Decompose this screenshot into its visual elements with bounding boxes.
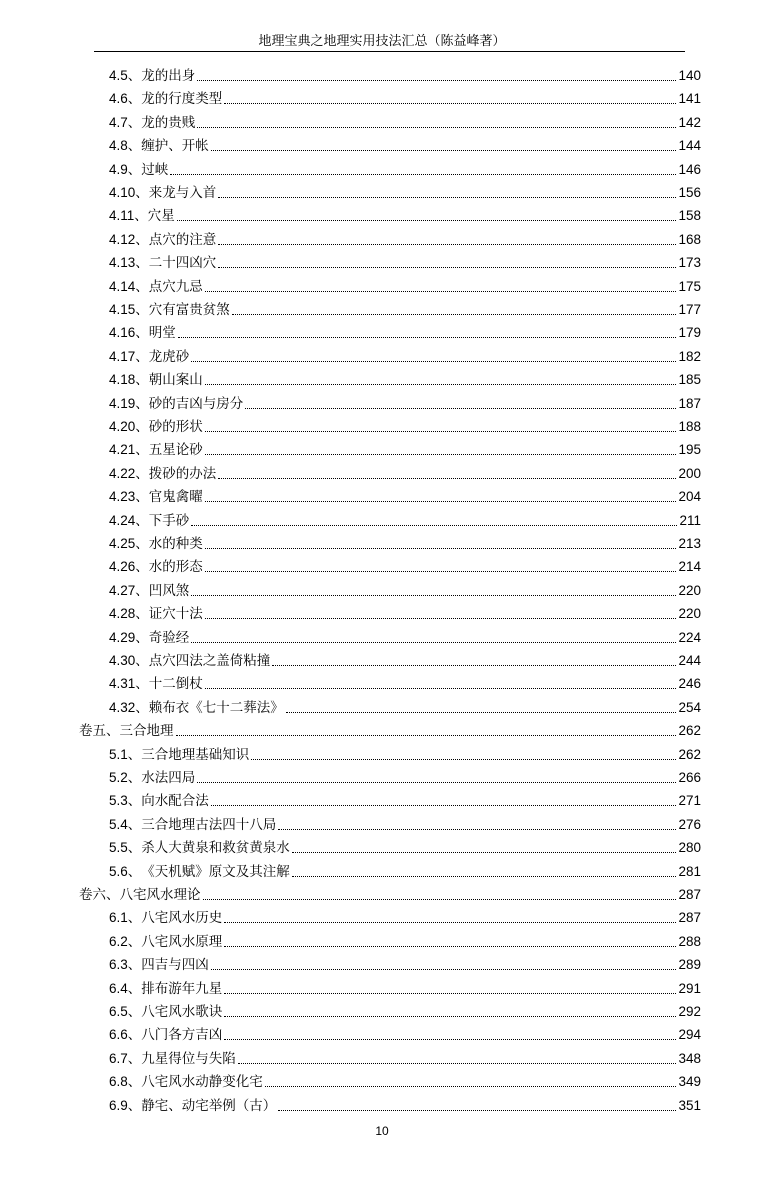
- toc-entry[interactable]: [109, 530, 701, 553]
- toc-entry-title: 过峡: [141, 161, 169, 178]
- toc-entry-number: 4.6、: [109, 91, 142, 107]
- dot-leader: [272, 665, 676, 666]
- toc-entry-page: 211: [679, 512, 701, 528]
- dot-leader: [205, 291, 677, 292]
- dot-leader: [178, 337, 677, 338]
- toc-entry-page: 168: [678, 231, 701, 247]
- dot-leader: [176, 735, 677, 736]
- toc-entry-page: 349: [678, 1074, 701, 1090]
- toc-entry-title: 八门各方吉凶: [141, 1027, 223, 1044]
- dot-leader: [218, 244, 676, 245]
- toc-entry-page: 195: [678, 442, 701, 458]
- toc-entry-number: 5.3、: [109, 793, 142, 809]
- dot-leader: [205, 501, 677, 502]
- dot-leader: [218, 478, 676, 479]
- dot-leader: [218, 267, 676, 268]
- dot-leader: [205, 571, 677, 572]
- toc-entry-number: 4.13、: [109, 255, 149, 271]
- toc-entry-page: 294: [678, 1027, 701, 1043]
- toc-entry-number: 4.26、: [109, 559, 149, 575]
- toc-entry-number: 6.9、: [109, 1097, 142, 1113]
- toc-entry[interactable]: [109, 179, 701, 202]
- toc-entry-page: 254: [678, 699, 701, 715]
- dot-leader: [245, 408, 676, 409]
- toc-entry-title: 砂的形状: [148, 419, 203, 435]
- toc-entry[interactable]: [109, 319, 701, 342]
- toc-entry[interactable]: [109, 483, 701, 506]
- toc-entry-number: 5.4、: [109, 816, 142, 832]
- toc-entry[interactable]: [109, 1021, 701, 1044]
- toc-entry-title: 九星得位与失陷: [141, 1050, 236, 1067]
- toc-entry-number: 5.1、: [109, 746, 142, 762]
- toc-entry-title: 四吉与四凶: [141, 957, 209, 974]
- dot-leader: [191, 595, 676, 596]
- toc-entry-number: 6.8、: [109, 1074, 142, 1090]
- header-rule: [94, 51, 685, 52]
- toc-entry-page: 158: [678, 208, 701, 224]
- toc-entry-page: 224: [678, 629, 701, 645]
- toc-entry-number: 4.20、: [109, 419, 149, 434]
- toc-entry-page: 351: [678, 1097, 701, 1113]
- toc-entry-number: 6.6、: [109, 1027, 142, 1043]
- dot-leader: [292, 876, 677, 877]
- dot-leader: [238, 1063, 677, 1064]
- dot-leader: [191, 525, 677, 526]
- toc-entry-page: 287: [678, 910, 701, 926]
- toc-entry-title: 静宅、动宅举例（古）: [141, 1097, 277, 1114]
- toc-entry-page: 175: [678, 278, 701, 294]
- toc-entry-page: 141: [678, 91, 701, 107]
- toc-entry-title: 砂的吉凶与房分: [148, 395, 244, 412]
- toc-entry-page: 292: [678, 1004, 701, 1019]
- dot-leader: [224, 1039, 676, 1040]
- dot-leader: [197, 782, 676, 783]
- toc-entry[interactable]: [109, 507, 701, 530]
- toc-entry-title: 点穴九忌: [148, 278, 203, 295]
- toc-entry-title: 排布游年九星: [141, 980, 223, 997]
- dot-leader: [265, 1086, 677, 1087]
- toc-entry-title: 向水配合法: [141, 793, 209, 810]
- dot-leader: [224, 1016, 676, 1017]
- toc-entry[interactable]: [109, 553, 701, 576]
- dot-leader: [224, 922, 676, 923]
- toc-entry-title: 《天机赋》原文及其注解: [141, 863, 290, 880]
- toc-entry[interactable]: [109, 694, 701, 717]
- toc-entry-number: 4.18、: [109, 372, 149, 388]
- dot-leader: [177, 220, 677, 221]
- toc-entry-page: 262: [678, 746, 701, 762]
- toc-entry-page: 187: [678, 395, 701, 411]
- toc-entry-title: 点穴的注意: [148, 231, 217, 248]
- dot-leader: [224, 993, 676, 994]
- dot-leader: [232, 314, 677, 315]
- toc-entry-page: 182: [678, 348, 701, 364]
- toc-entry-title: 水法四局: [141, 770, 196, 786]
- dot-leader: [286, 712, 677, 713]
- toc-entry-number: 4.7、: [109, 114, 142, 130]
- toc-entry[interactable]: [109, 600, 701, 623]
- toc-entry-title: 十二倒杖: [148, 676, 203, 693]
- toc-entry[interactable]: [109, 647, 701, 670]
- toc-entry-number: 6.2、: [109, 933, 142, 949]
- toc-entry[interactable]: [109, 343, 701, 366]
- toc-entry-title: 凹风煞: [148, 582, 190, 599]
- toc-entry-page: 188: [678, 419, 701, 434]
- toc-entry-number: 4.27、: [109, 582, 149, 598]
- toc-entry[interactable]: [109, 764, 701, 787]
- toc-entry-page: 179: [678, 325, 701, 341]
- dot-leader: [197, 80, 676, 81]
- toc-entry[interactable]: [109, 1068, 701, 1091]
- toc-entry[interactable]: [109, 460, 701, 483]
- toc-entry-page: 287: [678, 887, 701, 902]
- toc-entry[interactable]: [109, 1045, 701, 1068]
- toc-entry-number: 4.29、: [109, 629, 149, 645]
- toc-entry-page: 142: [678, 114, 701, 130]
- toc-entry[interactable]: [109, 577, 701, 600]
- toc-entry-title: 卷五、三合地理: [79, 723, 174, 740]
- toc-entry-number: 6.5、: [109, 1004, 142, 1019]
- toc-entry-title: 穴有富贵贫煞: [148, 302, 230, 318]
- toc-entry-number: 4.19、: [109, 395, 149, 411]
- toc-entry-number: 6.1、: [109, 910, 142, 926]
- toc-entry-page: 185: [678, 372, 701, 388]
- toc-entry-number: 4.8、: [109, 138, 142, 154]
- toc-entry-title: 龙的出身: [141, 68, 196, 84]
- toc-chapter-entry[interactable]: [79, 717, 701, 740]
- dot-leader: [205, 688, 677, 689]
- toc-entry-title: 证穴十法: [148, 606, 203, 623]
- toc-entry[interactable]: [109, 670, 701, 693]
- dot-leader: [251, 759, 676, 760]
- toc-entry-title: 八宅风水历史: [141, 910, 223, 927]
- toc-entry[interactable]: [109, 811, 701, 834]
- toc-entry[interactable]: [109, 390, 701, 413]
- toc-entry-number: 4.28、: [109, 606, 149, 622]
- toc-entry-page: 291: [678, 980, 701, 996]
- toc-entry-number: 6.4、: [109, 980, 142, 996]
- toc-entry[interactable]: [109, 366, 701, 389]
- toc-entry-page: 214: [678, 559, 701, 575]
- toc-entry-title: 来龙与入首: [148, 185, 217, 201]
- toc-entry-title: 官鬼禽曜: [148, 489, 203, 506]
- toc-entry-page: 200: [678, 465, 701, 481]
- toc-entry[interactable]: [109, 226, 701, 249]
- toc-entry-page: 348: [678, 1050, 701, 1066]
- toc-entry-page: 244: [678, 653, 701, 668]
- toc-entry-number: 4.17、: [109, 348, 149, 364]
- dot-leader: [170, 174, 676, 175]
- toc-entry-title: 五星论砂: [148, 442, 203, 459]
- toc-entry-number: 4.21、: [109, 442, 149, 458]
- toc-entry[interactable]: [109, 202, 701, 225]
- toc-entry-page: 220: [678, 582, 701, 598]
- toc-entry-title: 八宅风水动静变化宅: [141, 1074, 263, 1091]
- toc-entry-page: 262: [678, 723, 701, 739]
- toc-entry[interactable]: [109, 834, 701, 857]
- toc-entry-number: 6.7、: [109, 1050, 142, 1066]
- toc-entry-title: 八宅风水原理: [141, 933, 223, 950]
- toc-entry-title: 龙的贵贱: [141, 114, 196, 131]
- toc-entry-title: 穴星: [147, 208, 175, 225]
- toc-entry-page: 140: [678, 68, 701, 83]
- toc-entry[interactable]: [109, 975, 701, 998]
- toc-entry-number: 5.2、: [109, 770, 142, 785]
- toc-entry-number: 4.25、: [109, 536, 149, 551]
- toc-entry-page: 144: [678, 138, 701, 154]
- toc-entry-page: 146: [678, 161, 701, 177]
- toc-entry-number: 4.32、: [109, 699, 149, 715]
- dot-leader: [205, 454, 677, 455]
- toc-entry-title: 点穴四法之盖倚粘撞: [148, 653, 271, 669]
- dot-leader: [211, 969, 677, 970]
- toc-entry-title: 卷六、八宅风水理论: [79, 887, 201, 903]
- toc-entry-title: 明堂: [148, 325, 176, 342]
- toc-entry-number: 4.24、: [109, 512, 149, 528]
- toc-entry-title: 水的形态: [148, 559, 203, 576]
- toc-entry[interactable]: [109, 109, 701, 132]
- toc-entry-page: 220: [678, 606, 701, 622]
- toc-entry[interactable]: [109, 1092, 701, 1115]
- toc-entry-title: 水的种类: [148, 536, 203, 552]
- toc-entry-title: 龙虎砂: [148, 348, 190, 365]
- toc-entry-title: 三合地理古法四十八局: [141, 816, 277, 833]
- toc-entry-number: 4.10、: [109, 185, 149, 200]
- toc-entry-page: 204: [678, 489, 701, 505]
- dot-leader: [191, 642, 676, 643]
- toc-entry-title: 缠护、开帐: [141, 138, 209, 155]
- toc-entry-number: 4.30、: [109, 653, 149, 668]
- toc-entry-title: 三合地理基础知识: [141, 746, 250, 763]
- toc-entry[interactable]: [109, 928, 701, 951]
- running-header: 地理宝典之地理实用技法汇总（陈益峰著）: [258, 34, 506, 49]
- toc-entry[interactable]: [109, 296, 701, 319]
- toc-entry[interactable]: [109, 85, 701, 108]
- dot-leader: [211, 805, 677, 806]
- toc-entry[interactable]: [109, 156, 701, 179]
- dot-leader: [224, 946, 676, 947]
- dot-leader: [205, 618, 677, 619]
- toc-entry-page: 213: [678, 536, 701, 551]
- toc-entry[interactable]: [109, 436, 701, 459]
- dot-leader: [224, 103, 676, 104]
- dot-leader: [197, 127, 676, 128]
- toc-entry-page: 281: [678, 863, 701, 879]
- toc-entry[interactable]: [109, 273, 701, 296]
- dot-leader: [205, 548, 677, 549]
- toc-entry-number: 4.15、: [109, 302, 149, 317]
- toc-entry-title: 赖布衣《七十二葬法》: [148, 699, 284, 716]
- toc-chapter-entry[interactable]: [79, 881, 701, 904]
- toc-entry[interactable]: [109, 741, 701, 764]
- toc-entry-number: 4.9、: [109, 161, 142, 177]
- toc-entry-title: 朝山案山: [148, 372, 203, 389]
- toc-entry-page: 288: [678, 933, 701, 949]
- toc-entry[interactable]: [109, 787, 701, 810]
- dot-leader: [203, 899, 677, 900]
- toc-entry-title: 下手砂: [148, 512, 190, 529]
- dot-leader: [292, 852, 677, 853]
- toc-entry-page: 177: [678, 302, 701, 317]
- toc-entry-number: 4.23、: [109, 489, 149, 505]
- toc-entry-page: 173: [678, 255, 701, 271]
- toc-entry-number: 4.12、: [109, 231, 149, 247]
- toc-entry-title: 杀人大黄泉和救贫黄泉水: [141, 840, 290, 857]
- toc-entry[interactable]: [109, 951, 701, 974]
- toc-entry-title: 八宅风水歌诀: [141, 1004, 223, 1020]
- toc-entry-title: 龙的行度类型: [141, 91, 223, 108]
- toc-entry-number: 4.11、: [109, 208, 148, 224]
- toc-entry[interactable]: [109, 904, 701, 927]
- dot-leader: [218, 197, 676, 198]
- dot-leader: [191, 361, 676, 362]
- toc-entry[interactable]: [109, 132, 701, 155]
- toc-entry-page: 246: [678, 676, 701, 692]
- page-number: 10: [375, 1124, 389, 1138]
- dot-leader: [211, 150, 677, 151]
- toc-entry-title: 拨砂的办法: [148, 465, 217, 482]
- toc-entry-number: 4.5、: [109, 68, 142, 83]
- dot-leader: [205, 431, 677, 432]
- toc-entry[interactable]: [109, 858, 701, 881]
- toc-entry-number: 5.6、: [109, 863, 142, 879]
- toc-entry-page: 280: [678, 840, 701, 856]
- toc-entry-number: 4.22、: [109, 465, 149, 481]
- toc-entry[interactable]: [109, 413, 701, 436]
- toc-entry-page: 266: [678, 770, 701, 785]
- toc-entry[interactable]: [109, 249, 701, 272]
- toc-entry-page: 271: [678, 793, 701, 809]
- toc-entry-page: 156: [678, 185, 701, 200]
- toc-entry-number: 4.31、: [109, 676, 149, 692]
- toc-entry-page: 276: [678, 816, 701, 832]
- toc-entry[interactable]: [109, 624, 701, 647]
- toc-entry-number: 5.5、: [109, 840, 142, 856]
- toc-entry[interactable]: [109, 62, 701, 85]
- toc-entry-page: 289: [678, 957, 701, 973]
- dot-leader: [205, 384, 677, 385]
- toc-entry-title: 奇验经: [148, 629, 190, 646]
- dot-leader: [278, 829, 676, 830]
- toc-entry-number: 4.16、: [109, 325, 149, 341]
- dot-leader: [278, 1110, 676, 1111]
- toc-entry[interactable]: [109, 998, 701, 1021]
- toc-entry-title: 二十四凶穴: [148, 255, 217, 272]
- toc-entry-number: 4.14、: [109, 278, 149, 294]
- toc-entry-number: 6.3、: [109, 957, 142, 973]
